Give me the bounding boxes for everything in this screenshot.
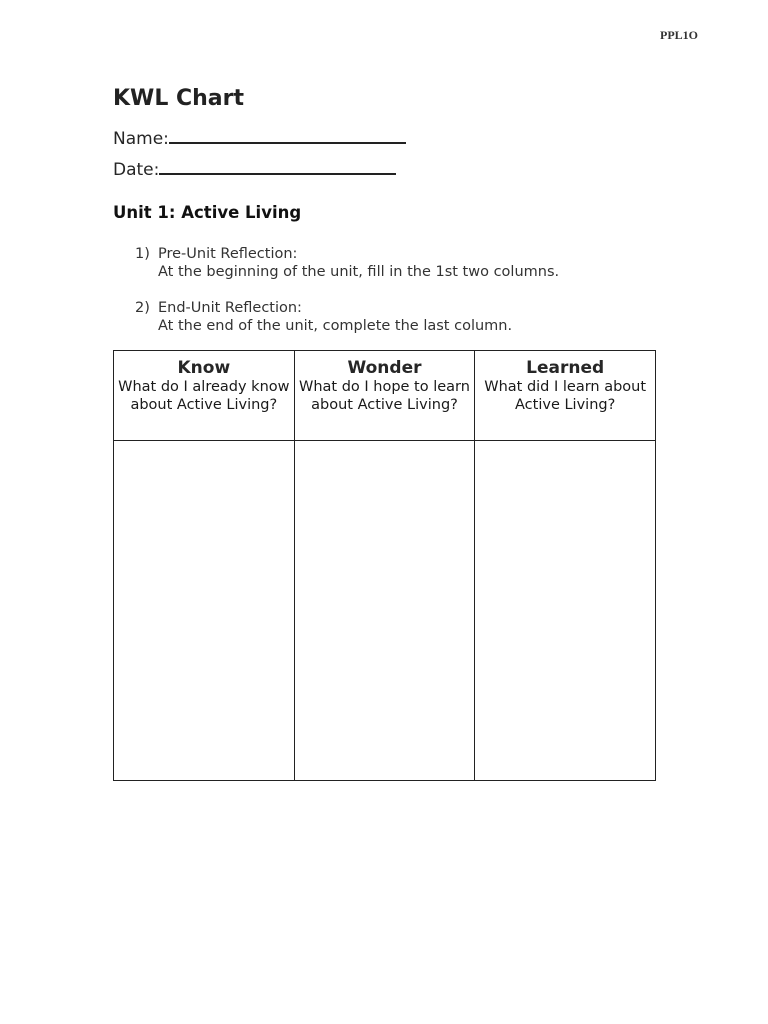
- instruction-detail: At the beginning of the unit, fill in the 1st two columns.: [158, 264, 560, 280]
- instruction-text: [158, 245, 559, 281]
- date-blank-line[interactable]: [159, 157, 396, 175]
- column-prompt: What do I hope to learn about Active Living?: [298, 379, 470, 413]
- unit-heading: Unit 1: Active Living: [113, 203, 302, 222]
- date-label: Date:: [113, 160, 160, 180]
- date-field[interactable]: [113, 157, 396, 180]
- know-answer-cell[interactable]: [114, 441, 295, 781]
- wonder-column-header: [294, 351, 475, 441]
- name-label: Name:: [113, 129, 169, 149]
- instruction-text: [158, 299, 512, 335]
- instruction-number: 2): [135, 300, 150, 316]
- instruction-heading: Pre-Unit Reflection:: [158, 246, 298, 262]
- column-title: Learned: [526, 358, 605, 378]
- learned-answer-cell[interactable]: [475, 441, 656, 781]
- instruction-detail: At the end of the unit, complete the last column.: [158, 318, 513, 334]
- know-column-header: [114, 351, 295, 441]
- column-prompt: What do I already know about Active Living?: [118, 379, 290, 413]
- course-code: PPL1O: [660, 28, 698, 42]
- kwl-header-row: [114, 351, 656, 441]
- column-title: Know: [177, 358, 231, 378]
- column-prompt: What did I learn about Active Living?: [484, 379, 647, 413]
- column-title: Wonder: [347, 358, 422, 378]
- page-title: KWL Chart: [113, 86, 245, 111]
- instruction-number: 1): [135, 246, 150, 262]
- wonder-answer-cell[interactable]: [294, 441, 475, 781]
- kwl-answer-row: [114, 441, 656, 781]
- name-field[interactable]: [113, 126, 406, 149]
- learned-column-header: [475, 351, 656, 441]
- instruction-heading: End-Unit Reflection:: [158, 300, 302, 316]
- name-blank-line[interactable]: [169, 126, 406, 144]
- kwl-table: [113, 350, 656, 781]
